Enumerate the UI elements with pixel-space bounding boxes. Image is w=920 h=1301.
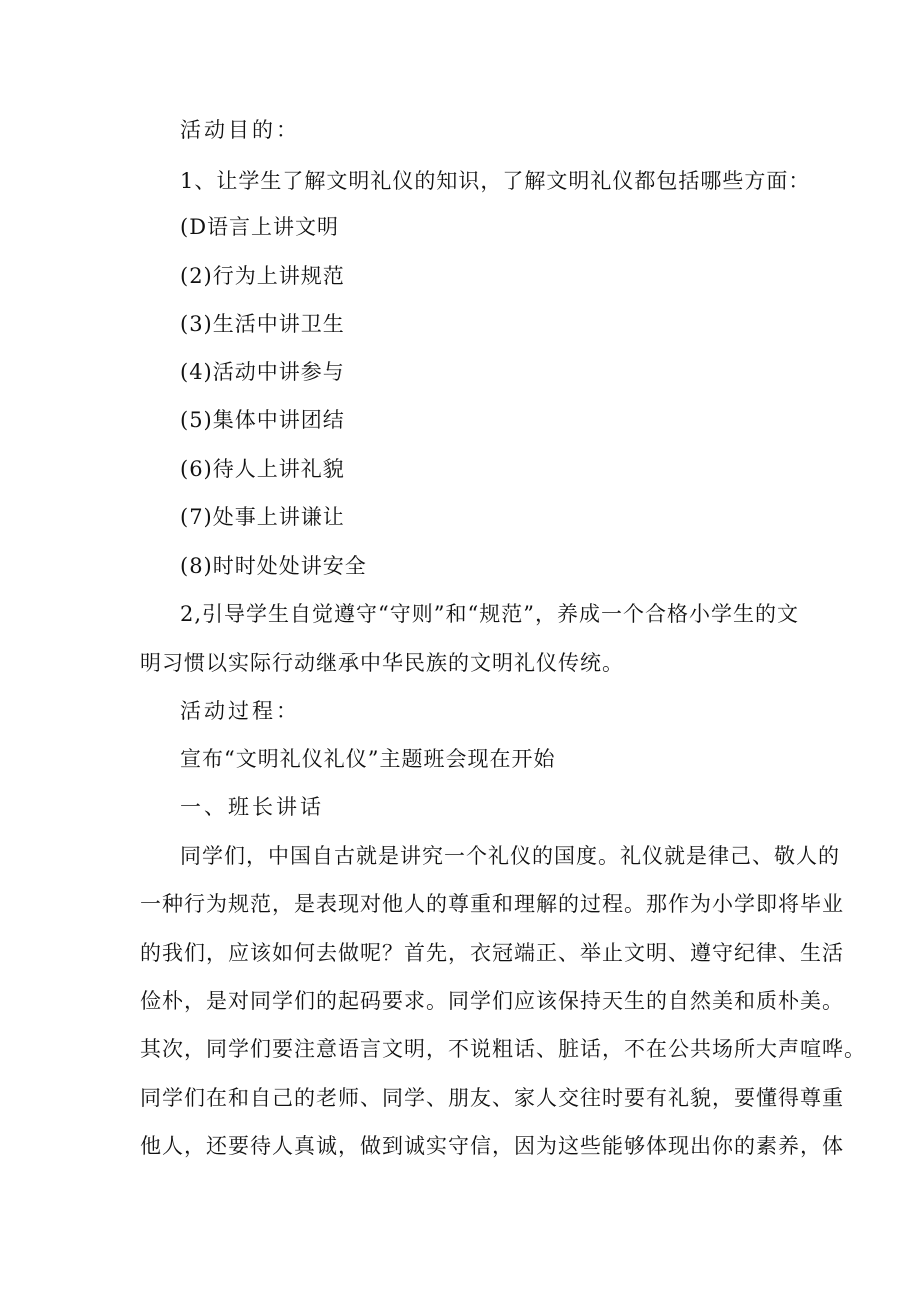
- list-item: (D语言上讲文明: [180, 215, 340, 239]
- list-item: (5)集体中讲团结: [180, 408, 345, 432]
- announcement-text: 宣布“文明礼仪礼仪”主题班会现在开始: [180, 747, 556, 771]
- list-item: (7)处事上讲谦让: [180, 505, 345, 529]
- list-item: (8)时时处处讲安全: [180, 554, 367, 578]
- section-heading: 一、班长讲话: [180, 795, 324, 819]
- speech-line: 的我们，应该如何去做呢？首先，衣冠端正、举止文明、遵守纪律、生活: [140, 941, 844, 965]
- list-item: (6)待人上讲礼貌: [180, 457, 345, 481]
- list-item: (4)活动中讲参与: [180, 360, 345, 384]
- speech-line: 一种行为规范，是表现对他人的尊重和理解的过程。那作为小学即将毕业: [140, 892, 844, 916]
- list-item: (3)生活中讲卫生: [180, 312, 345, 336]
- speech-line: 他人，还要待人真诚，做到诚实守信，因为这些能够体现出你的素养，体: [140, 1134, 844, 1158]
- speech-line: 同学们在和自己的老师、同学、朋友、家人交往时要有礼貌，要懂得尊重: [140, 1086, 844, 1110]
- goal-2-text-line-1: 2,引导学生自觉遵守“守则”和“规范”，养成一个合格小学生的文: [180, 602, 799, 626]
- heading-activity-process: 活动过程：: [180, 699, 300, 723]
- goal-2-text-line-2: 明习惯以实际行动继承中华民族的文明礼仪传统。: [140, 651, 624, 675]
- list-item: (2)行为上讲规范: [180, 264, 345, 288]
- heading-activity-purpose: 活动目的：: [180, 118, 300, 142]
- speech-line: 其次，同学们要注意语言文明，不说粗话、脏话，不在公共场所大声喧哗。: [140, 1037, 866, 1061]
- speech-line: 俭朴，是对同学们的起码要求。同学们应该保持天生的自然美和质朴美。: [140, 989, 844, 1013]
- speech-line: 同学们，中国自古就是讲究一个礼仪的国度。礼仪就是律己、敬人的: [180, 844, 840, 868]
- goal-1-text: 1、让学生了解文明礼仪的知识，了解文明礼仪都包括哪些方面：: [180, 169, 811, 193]
